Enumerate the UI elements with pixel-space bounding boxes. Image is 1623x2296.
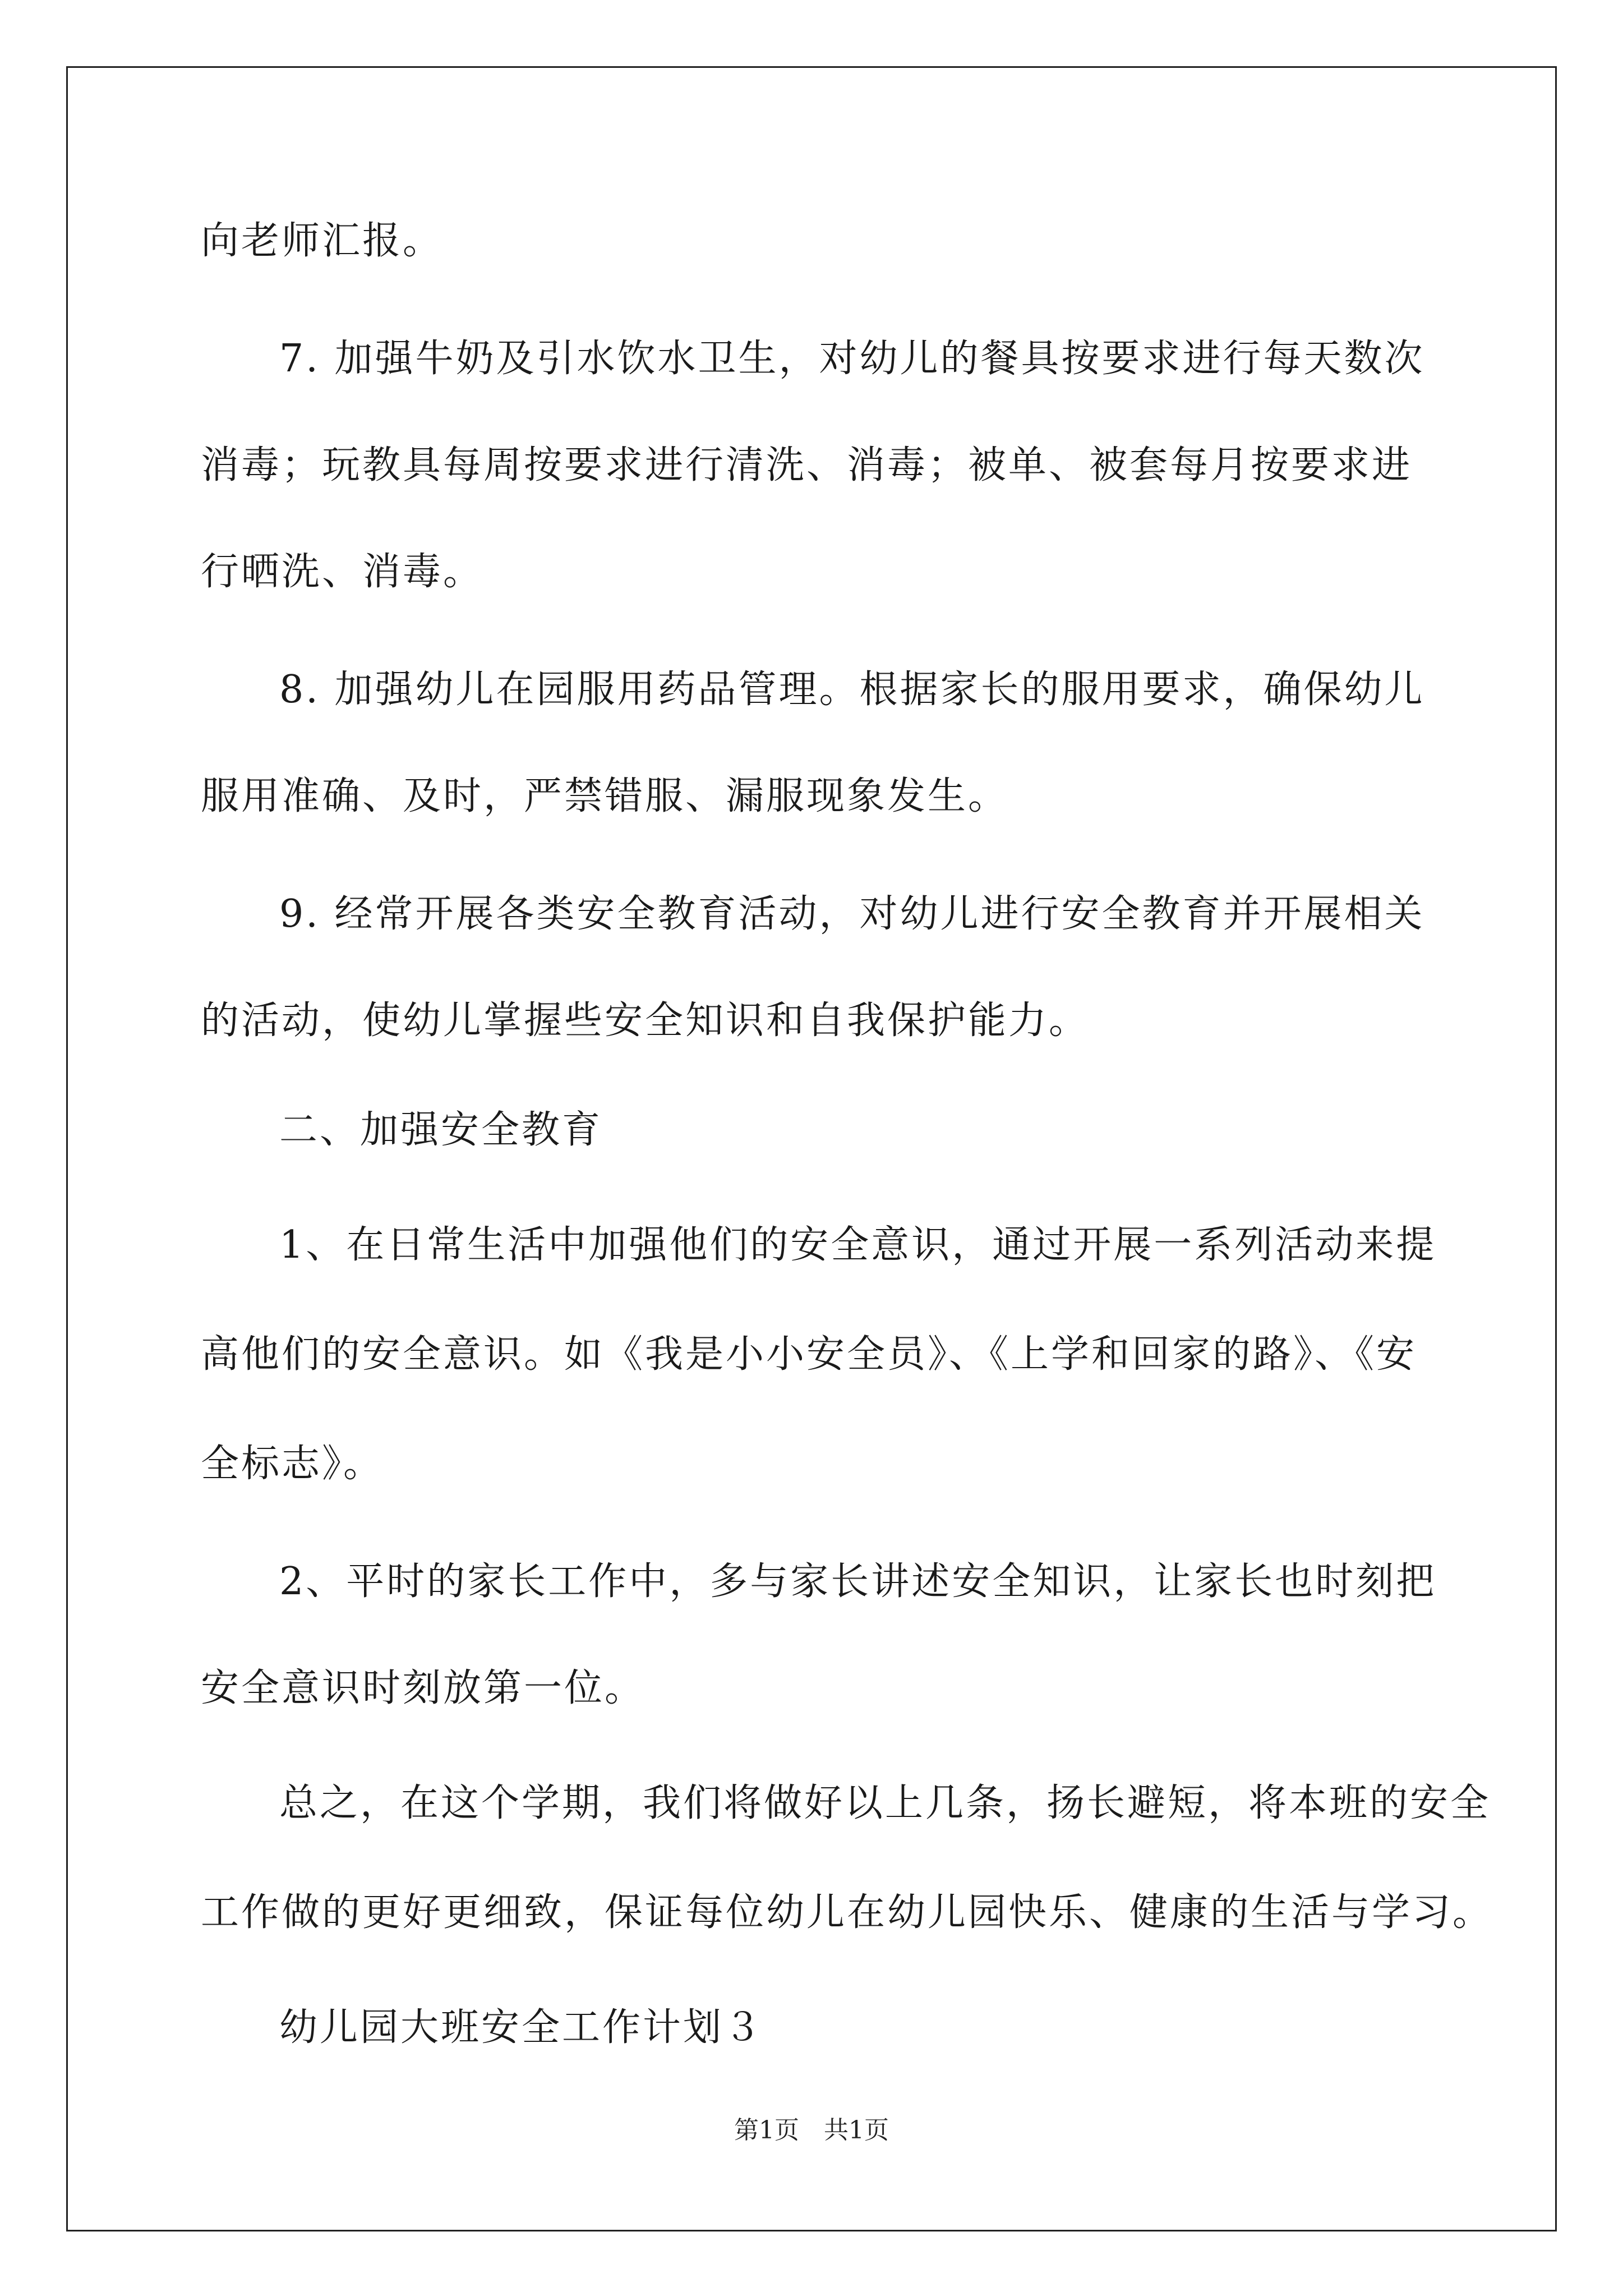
next-section-title: 幼儿园大班安全工作计划３ <box>279 2005 764 2050</box>
text-line: 向老师汇报。 <box>201 219 444 263</box>
text-line: 行晒洗、消毒。 <box>201 550 484 594</box>
text-line: 工作做的更好更细致，保证每位幼儿在幼儿园快乐、健康的生活与学习。 <box>201 1890 1493 1935</box>
text-line: 的活动，使幼儿掌握些安全知识和自我保护能力。 <box>201 999 1090 1043</box>
list-item-1: 1、在日常生活中加强他们的安全意识，通过开展一系列活动来提 <box>279 1223 1437 1267</box>
text-line: 服用准确、及时，严禁错服、漏服现象发生。 <box>201 774 1009 818</box>
text-line: 消毒；玩教具每周按要求进行清洗、消毒；被单、被套每月按要求进 <box>201 443 1413 487</box>
text-line: 安全意识时刻放第一位。 <box>201 1666 645 1710</box>
page-footer: 第1页 共1页 <box>734 2116 889 2145</box>
summary-paragraph: 总之，在这个学期，我们将做好以上几条，扬长避短，将本班的安全 <box>279 1781 1491 1825</box>
text-line: 高他们的安全意识。如《我是小小安全员》、《上学和回家的路》、《安 <box>201 1332 1417 1377</box>
list-item-9: 9. 经常开展各类安全教育活动，对幼儿进行安全教育并开展相关 <box>279 892 1425 936</box>
text-line: 全标志》。 <box>201 1442 384 1486</box>
section-heading: 二、加强安全教育 <box>279 1108 603 1152</box>
list-item-7: 7. 加强牛奶及引水饮水卫生，对幼儿的餐具按要求进行每天数次 <box>279 337 1425 381</box>
list-item-8: 8. 加强幼儿在园服用药品管理。根据家长的服用要求，确保幼儿 <box>279 668 1425 712</box>
list-item-2: 2、平时的家长工作中，多与家长讲述安全知识，让家长也时刻把 <box>279 1559 1437 1604</box>
